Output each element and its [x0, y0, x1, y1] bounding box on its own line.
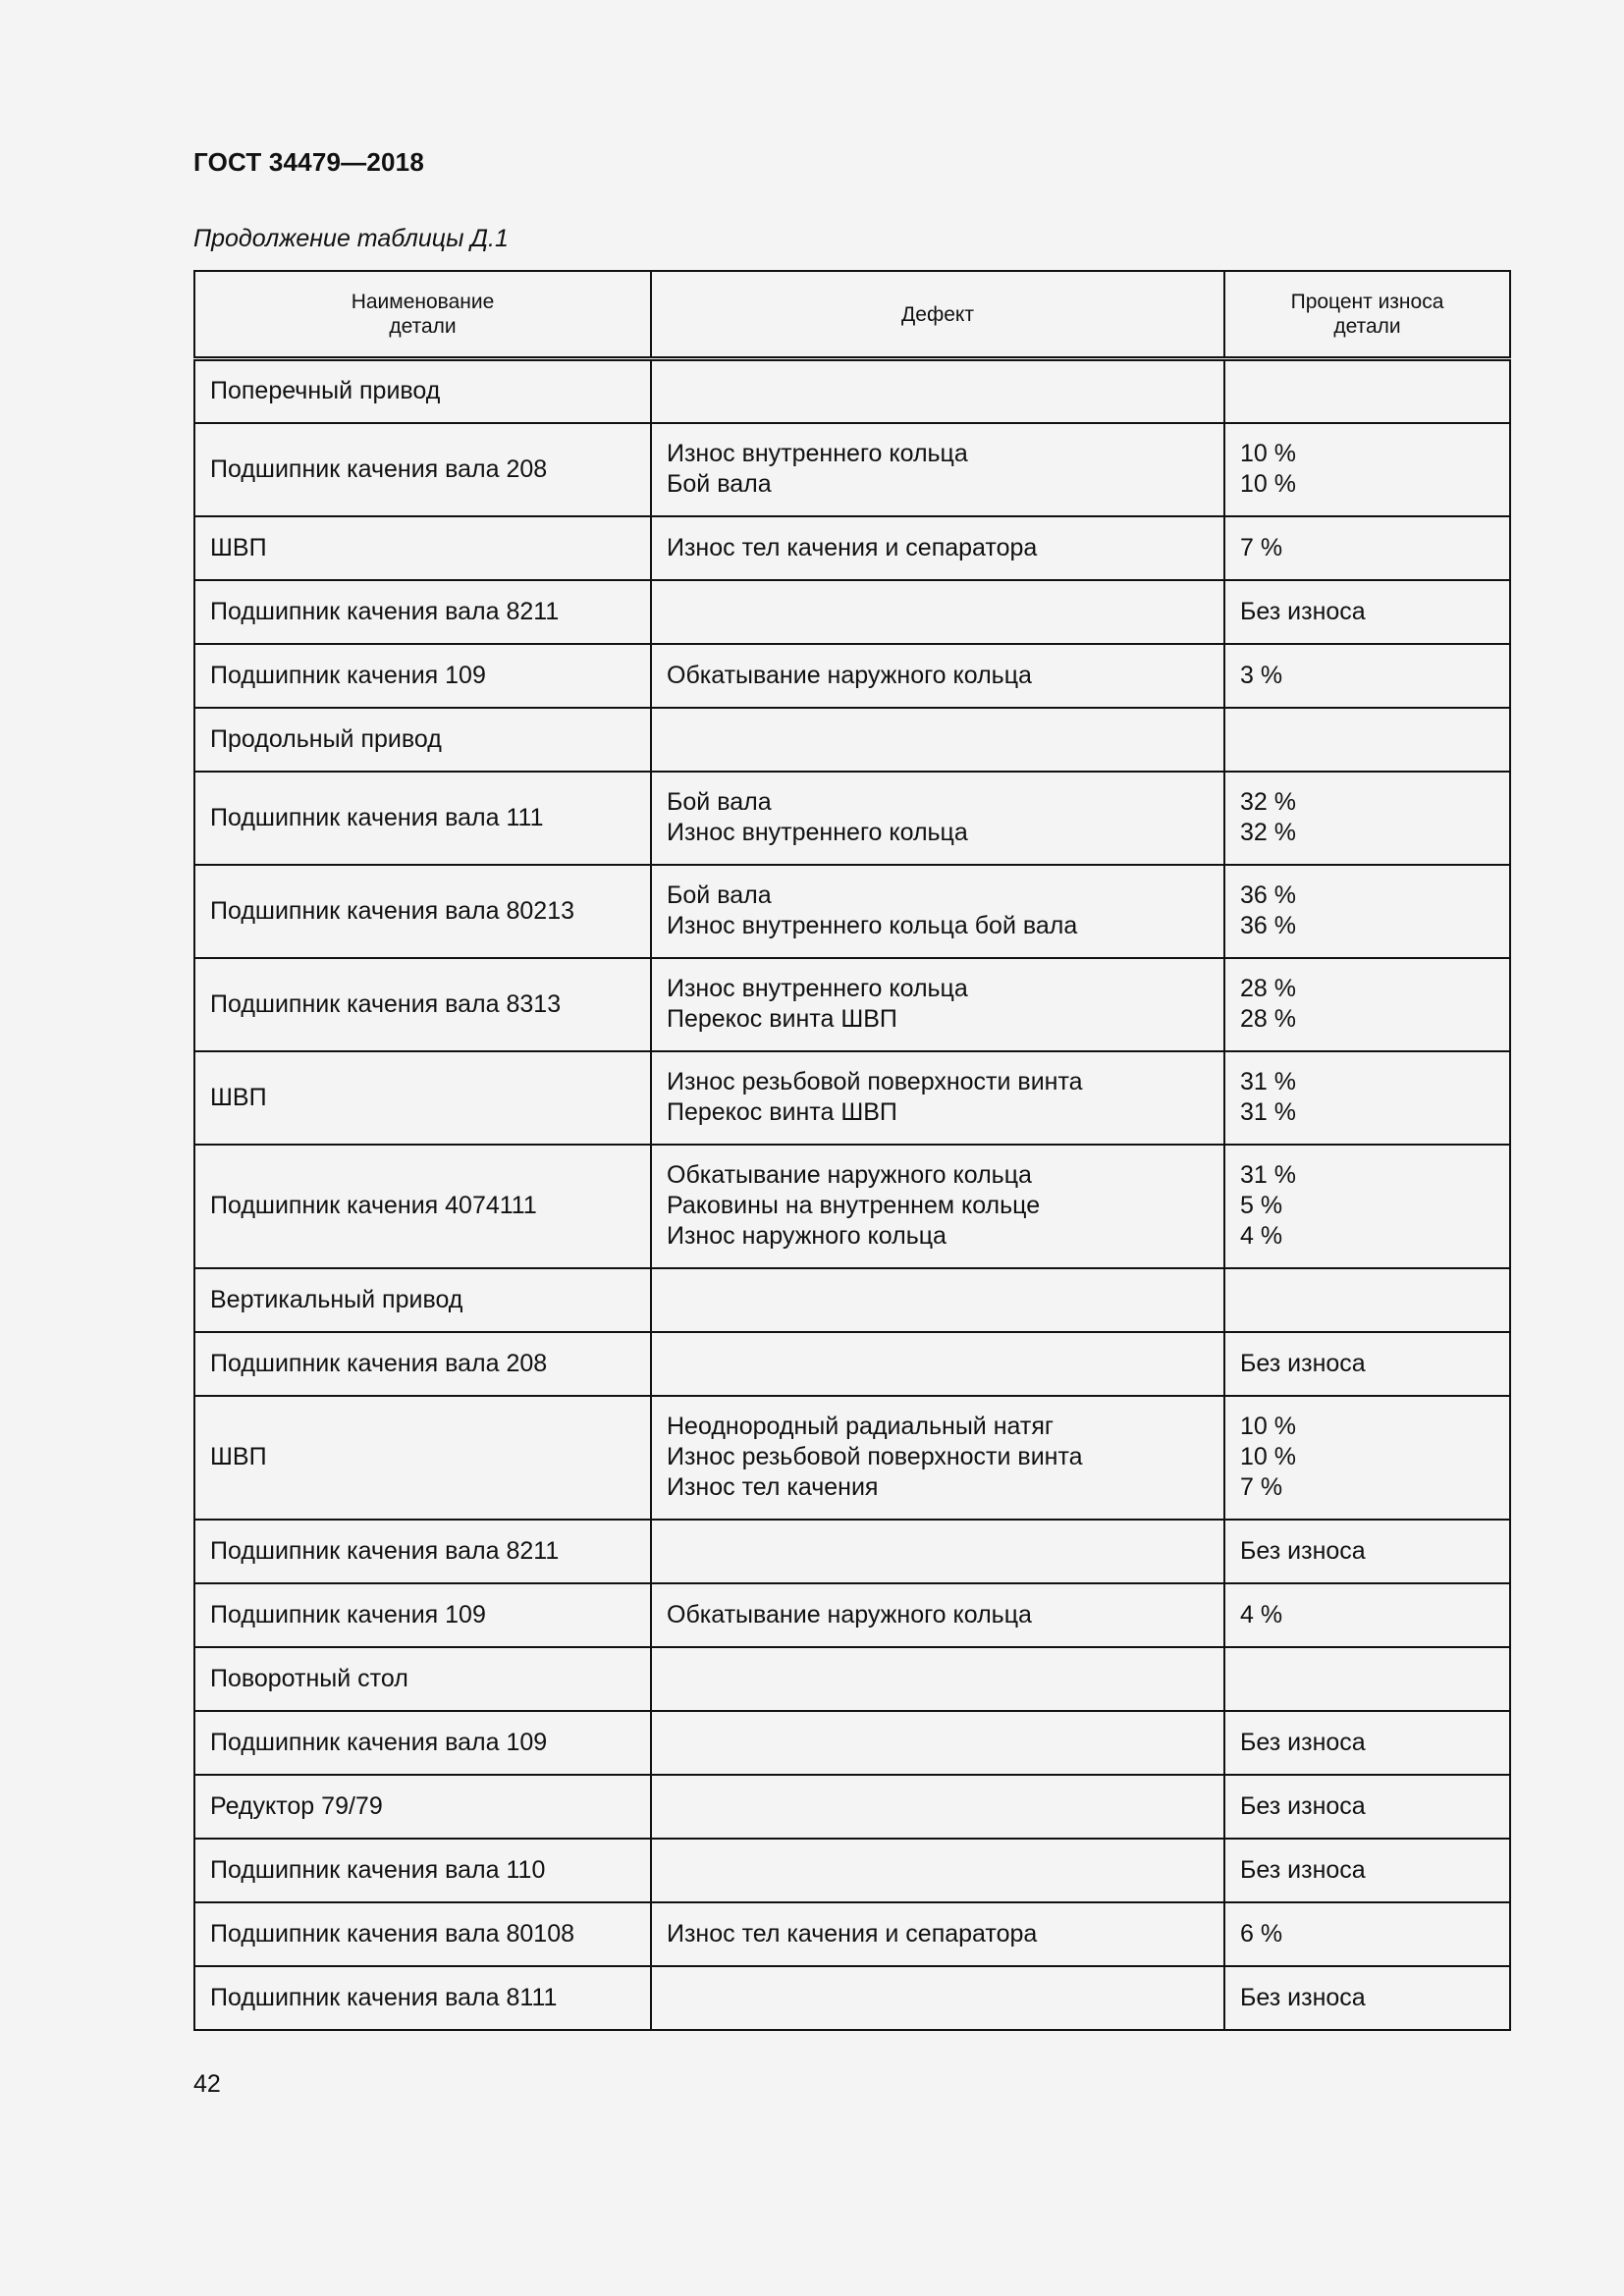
table-row	[194, 1268, 1510, 1332]
defect-line: Износ тел качения и сепаратора	[667, 1919, 1038, 1948]
wear-line: 4 %	[1240, 1222, 1283, 1250]
cell-part-name: Подшипник качения вала 8111	[194, 1966, 651, 2030]
table-row	[194, 359, 1510, 423]
table-row	[194, 1520, 1510, 1583]
header-part-name-line: детали	[389, 315, 457, 338]
wear-line: 7 %	[1240, 1473, 1283, 1501]
cell-part-name: Подшипник качения вала 111	[194, 772, 651, 865]
wear-line: Без износа	[1240, 1536, 1366, 1565]
cell-part-name: Подшипник качения вала 8211	[194, 580, 651, 644]
table-row	[194, 1902, 1510, 1966]
wear-line: Без износа	[1240, 597, 1366, 625]
cell-defect	[651, 1966, 1224, 2030]
cell-part-name: Продольный привод	[194, 708, 651, 772]
wear-line: 36 %	[1240, 881, 1296, 909]
cell-wear-percent	[1224, 1902, 1510, 1966]
wear-line: 6 %	[1240, 1919, 1283, 1948]
table-row	[194, 1839, 1510, 1902]
wear-line: 10 %	[1240, 1413, 1296, 1440]
cell-part-name: Подшипник качения 4074111	[194, 1145, 651, 1268]
header-wear-percent-line: детали	[1333, 315, 1401, 338]
defect-line: Перекос винта ШВП	[667, 1005, 897, 1033]
cell-wear-percent	[1224, 1839, 1510, 1902]
table-row	[194, 772, 1510, 865]
cell-part-name: Подшипник качения вала 80108	[194, 1902, 651, 1966]
cell-defect	[651, 1583, 1224, 1647]
header-part-name-line: Наименование	[351, 291, 495, 313]
wear-line: 10 %	[1240, 440, 1296, 467]
cell-wear-percent	[1224, 1966, 1510, 2030]
cell-wear-percent	[1224, 1711, 1510, 1775]
defect-line: Обкатывание наружного кольца	[667, 661, 1032, 689]
table-row	[194, 1145, 1510, 1268]
cell-part-name: Подшипник качения 109	[194, 1583, 651, 1647]
cell-part-name: Поперечный привод	[194, 359, 651, 423]
cell-defect	[651, 1396, 1224, 1520]
cell-part-name: Подшипник качения вала 208	[194, 1332, 651, 1396]
cell-part-name: Подшипник качения вала 208	[194, 423, 651, 516]
table-row	[194, 1051, 1510, 1145]
cell-defect	[651, 1145, 1224, 1268]
cell-defect	[651, 1332, 1224, 1396]
wear-line: 7 %	[1240, 533, 1283, 561]
cell-part-name: Подшипник качения вала 80213	[194, 865, 651, 958]
cell-part-name: Редуктор 79/79	[194, 1775, 651, 1839]
cell-wear-percent	[1224, 1775, 1510, 1839]
cell-part-name: ШВП	[194, 1051, 651, 1145]
table-row	[194, 1966, 1510, 2030]
cell-wear-percent	[1224, 708, 1510, 772]
table-row	[194, 865, 1510, 958]
defect-line: Износ внутреннего кольца бой вала	[667, 912, 1078, 939]
table-row	[194, 1711, 1510, 1775]
defect-line: Перекос винта ШВП	[667, 1098, 897, 1126]
cell-defect	[651, 1711, 1224, 1775]
wear-line: 32 %	[1240, 819, 1296, 846]
cell-defect	[651, 644, 1224, 708]
cell-wear-percent	[1224, 423, 1510, 516]
wear-line: 32 %	[1240, 788, 1296, 816]
cell-defect	[651, 580, 1224, 644]
table-row	[194, 1583, 1510, 1647]
table-row	[194, 516, 1510, 580]
cell-part-name: ШВП	[194, 516, 651, 580]
table-row	[194, 1396, 1510, 1520]
cell-wear-percent	[1224, 958, 1510, 1051]
wear-line: 3 %	[1240, 661, 1283, 689]
defect-line: Износ наружного кольца	[667, 1222, 947, 1250]
cell-wear-percent	[1224, 1396, 1510, 1520]
cell-wear-percent	[1224, 1145, 1510, 1268]
defect-line: Обкатывание наружного кольца	[667, 1600, 1032, 1629]
cell-wear-percent	[1224, 644, 1510, 708]
wear-line: Без износа	[1240, 1349, 1366, 1377]
cell-part-name: Подшипник качения вала 109	[194, 1711, 651, 1775]
cell-part-name: Поворотный стол	[194, 1647, 651, 1711]
defect-line: Износ тел качения и сепаратора	[667, 533, 1038, 561]
defect-line: Износ внутреннего кольца	[667, 440, 968, 467]
header-defect: Дефект	[651, 271, 1224, 359]
wear-line: 5 %	[1240, 1192, 1283, 1219]
wear-line: Без износа	[1240, 1791, 1366, 1820]
table-row	[194, 423, 1510, 516]
table-caption: Продолжение таблицы Д.1	[193, 225, 509, 252]
wear-line: Без износа	[1240, 1728, 1366, 1756]
cell-part-name: Подшипник качения вала 110	[194, 1839, 651, 1902]
wear-line: 36 %	[1240, 912, 1296, 939]
wear-line: 28 %	[1240, 1005, 1296, 1033]
cell-defect	[651, 1268, 1224, 1332]
wear-line: 28 %	[1240, 975, 1296, 1002]
cell-wear-percent	[1224, 1332, 1510, 1396]
table-row	[194, 1775, 1510, 1839]
wear-line: Без износа	[1240, 1983, 1366, 2011]
cell-defect	[651, 359, 1224, 423]
table-row	[194, 580, 1510, 644]
cell-defect	[651, 1647, 1224, 1711]
cell-wear-percent	[1224, 1268, 1510, 1332]
cell-part-name: ШВП	[194, 1396, 651, 1520]
table-row	[194, 1332, 1510, 1396]
cell-wear-percent	[1224, 516, 1510, 580]
wear-line: 10 %	[1240, 1443, 1296, 1470]
table-row	[194, 708, 1510, 772]
cell-defect	[651, 1839, 1224, 1902]
cell-part-name: Подшипник качения 109	[194, 644, 651, 708]
table-body	[194, 359, 1510, 2030]
cell-part-name: Подшипник качения вала 8313	[194, 958, 651, 1051]
wear-line: 31 %	[1240, 1068, 1296, 1095]
cell-wear-percent	[1224, 772, 1510, 865]
cell-defect	[651, 958, 1224, 1051]
cell-wear-percent	[1224, 1583, 1510, 1647]
cell-defect	[651, 1902, 1224, 1966]
defect-line: Износ резьбовой поверхности винта	[667, 1443, 1083, 1470]
cell-part-name: Подшипник качения вала 8211	[194, 1520, 651, 1583]
table-row	[194, 958, 1510, 1051]
defect-line: Износ резьбовой поверхности винта	[667, 1068, 1083, 1095]
header-part-name	[194, 271, 651, 359]
cell-part-name: Вертикальный привод	[194, 1268, 651, 1332]
wear-line: 10 %	[1240, 470, 1296, 498]
defect-line: Бой вала	[667, 470, 772, 498]
page-number: 42	[193, 2070, 221, 2098]
cell-wear-percent	[1224, 1647, 1510, 1711]
defect-line: Неоднородный радиальный натяг	[667, 1413, 1054, 1440]
defects-table	[193, 270, 1511, 2031]
wear-line: Без износа	[1240, 1855, 1366, 1884]
defect-line: Бой вала	[667, 788, 772, 816]
cell-defect	[651, 423, 1224, 516]
table-header-row	[194, 271, 1510, 359]
table-row	[194, 644, 1510, 708]
cell-wear-percent	[1224, 359, 1510, 423]
cell-wear-percent	[1224, 580, 1510, 644]
header-wear-percent	[1224, 271, 1510, 359]
defect-line: Износ внутреннего кольца	[667, 819, 968, 846]
cell-defect	[651, 1051, 1224, 1145]
cell-wear-percent	[1224, 1051, 1510, 1145]
wear-line: 4 %	[1240, 1600, 1283, 1629]
cell-wear-percent	[1224, 865, 1510, 958]
cell-defect	[651, 708, 1224, 772]
defect-line: Бой вала	[667, 881, 772, 909]
wear-line: 31 %	[1240, 1161, 1296, 1189]
cell-defect	[651, 1520, 1224, 1583]
document-header: ГОСТ 34479—2018	[193, 147, 424, 177]
cell-wear-percent	[1224, 1520, 1510, 1583]
wear-line: 31 %	[1240, 1098, 1296, 1126]
header-wear-percent-line: Процент износа	[1290, 291, 1444, 313]
cell-defect	[651, 865, 1224, 958]
defect-line: Обкатывание наружного кольца	[667, 1161, 1032, 1189]
defect-line: Износ внутреннего кольца	[667, 975, 968, 1002]
defect-line: Раковины на внутреннем кольце	[667, 1192, 1041, 1219]
table-row	[194, 1647, 1510, 1711]
cell-defect	[651, 772, 1224, 865]
defect-line: Износ тел качения	[667, 1473, 879, 1501]
cell-defect	[651, 516, 1224, 580]
cell-defect	[651, 1775, 1224, 1839]
